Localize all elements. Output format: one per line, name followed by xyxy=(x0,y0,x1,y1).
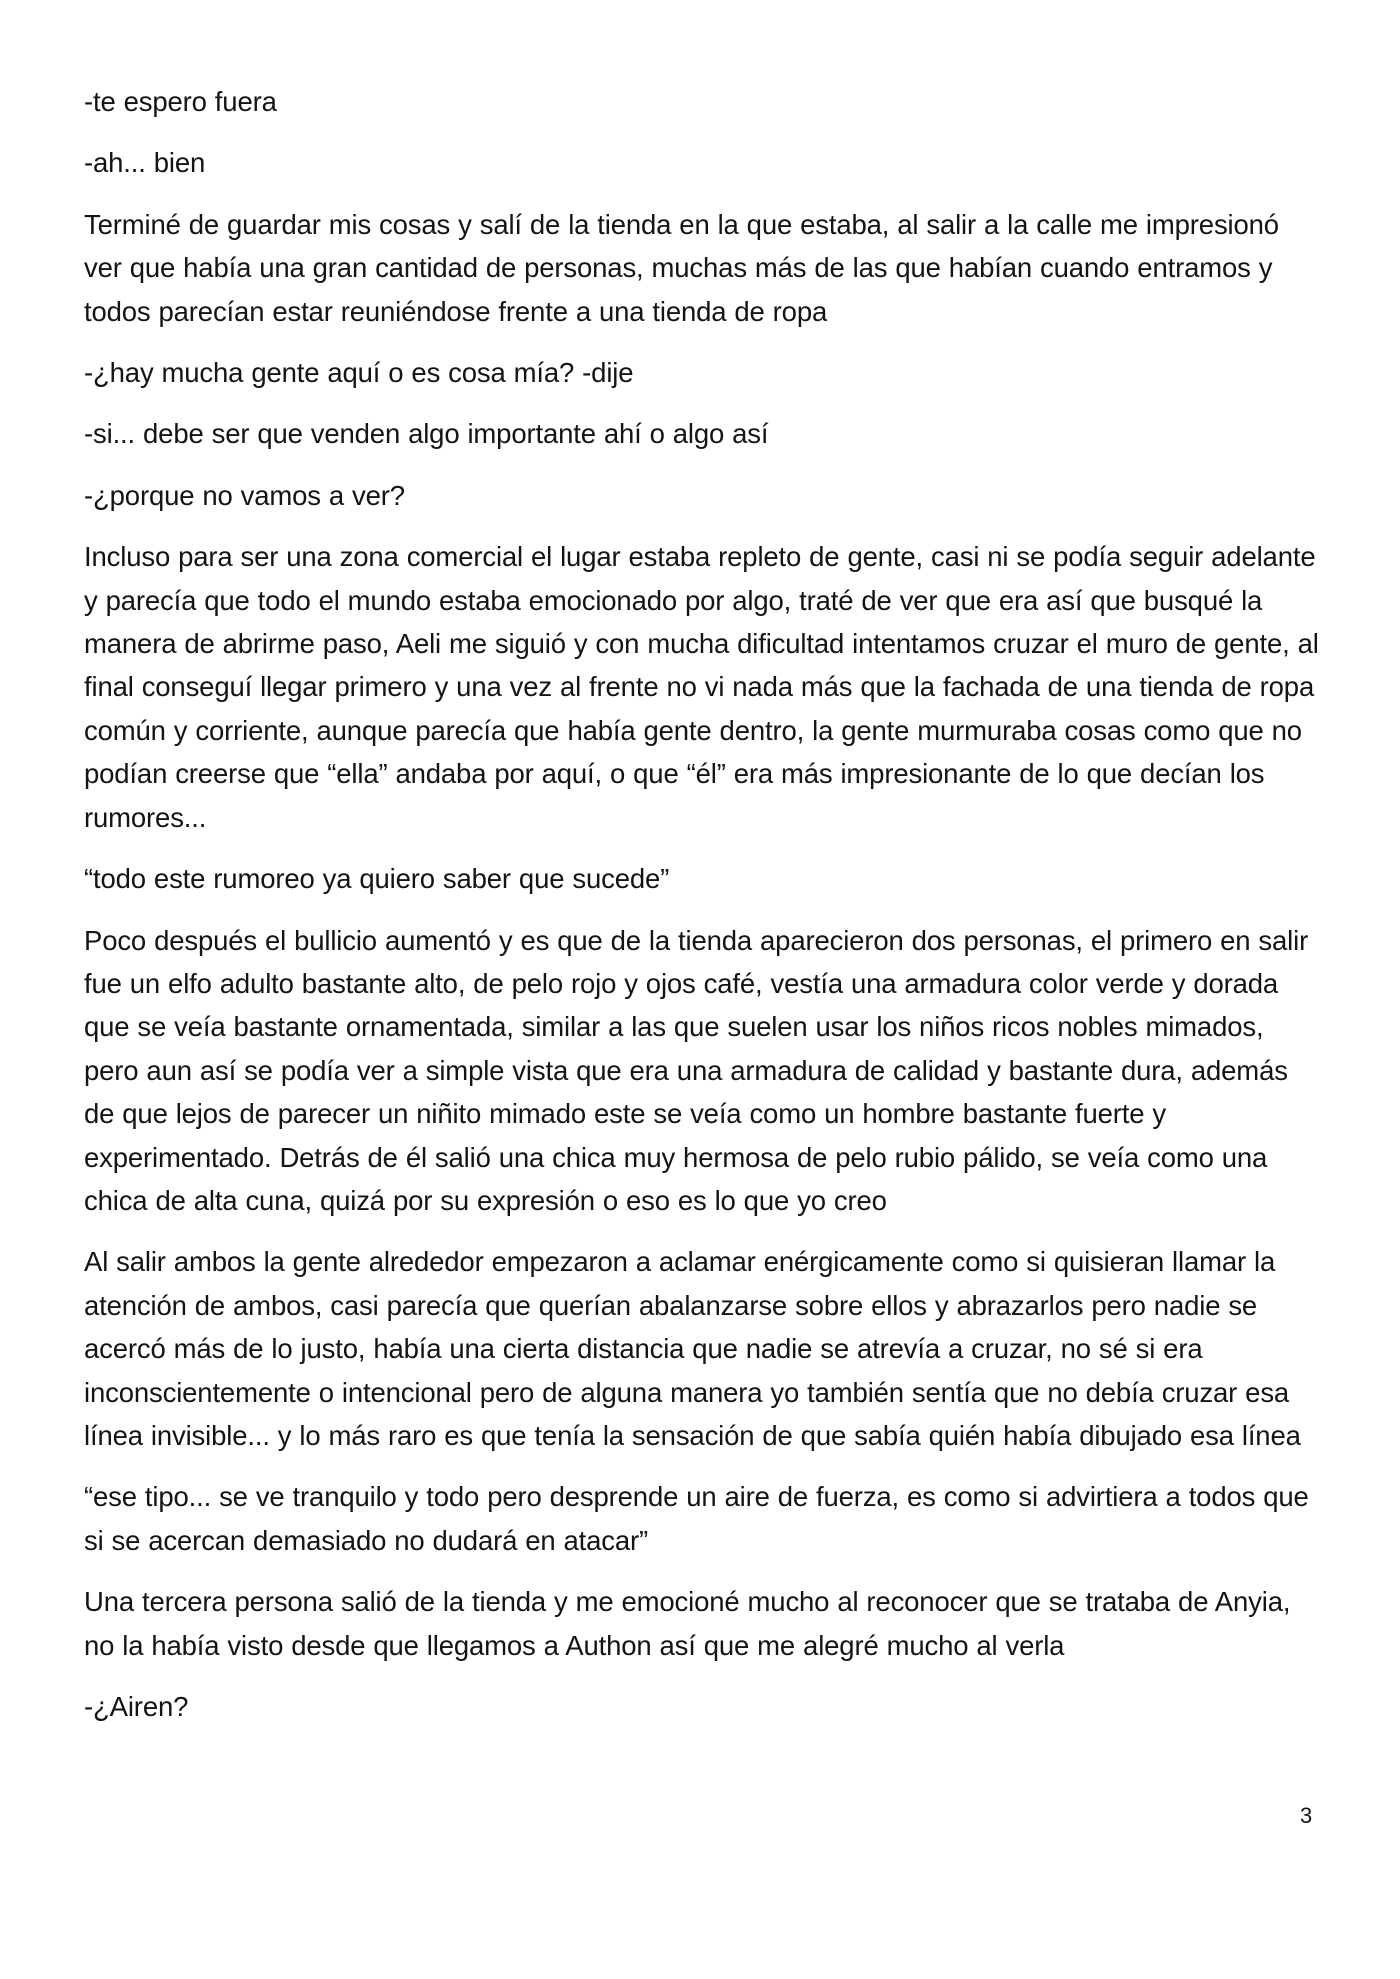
paragraph-dialogue: -ah... bien xyxy=(84,147,206,179)
paragraph-thought: “ese tipo... se ve tranquilo y todo pero desprende un aire de fuerza, es como si advirtiera a todos que si se acercan demasiado no dudará en atacar” xyxy=(84,1481,1309,1556)
paragraph-thought: “todo este rumoreo ya quiero saber que sucede” xyxy=(84,863,670,895)
paragraph-dialogue: -¿porque no vamos a ver? xyxy=(84,479,405,511)
document-body xyxy=(84,80,1324,1746)
paragraph-narration: Incluso para ser una zona comercial el lugar estaba repleto de gente, casi ni se podía seguir adelante y parecía que todo el mundo estaba emocionado por algo, traté de ver que era así que busqué la manera de abrirme paso, Aeli me siguió y con mucha dificultad intentamos cruzar el muro de gente, al final conseguí llegar primero y una vez al frente no vi nada más que la fachada de una tienda de ropa común y corriente, aunque parecía que había gente dentro, la gente murmuraba cosas como que no podían creerse que “ella” andaba por aquí, o que “él” era más impresionante de lo que decían los rumores... xyxy=(84,541,1319,833)
paragraph-narration: Una tercera persona salió de la tienda y me emocioné mucho al reconocer que se trataba de Anyia, no la había visto desde que llegamos a Authon así que me alegré mucho al verla xyxy=(84,1586,1291,1661)
paragraph-narration: Terminé de guardar mis cosas y salí de la tienda en la que estaba, al salir a la calle me impresionó ver que había una gran cantidad de personas, muchas más de las que habían cuando entramos y todos parecían estar reuniéndose frente a una tienda de ropa xyxy=(84,208,1279,327)
paragraph-dialogue: -¿Airen? xyxy=(84,1691,189,1722)
page-number: 3 xyxy=(1300,1803,1313,1828)
paragraph-dialogue: -¿hay mucha gente aquí o es cosa mía? -dije xyxy=(84,357,634,389)
paragraph-dialogue: -si... debe ser que venden algo importante ahí o algo así xyxy=(84,418,769,450)
paragraph-dialogue: -te espero fuera xyxy=(84,86,277,117)
paragraph-narration: Al salir ambos la gente alrededor empezaron a aclamar enérgicamente como si quisieran llamar la atención de ambos, casi parecía que querían abalanzarse sobre ellos y abrazarlos pero nadie se acercó más de lo justo, había una cierta distancia que nadie se atrevía a cruzar, no sé si era inconscientemente o intencional pero de alguna manera yo también sentía que no debía cruzar esa línea invisible... y lo más raro es que tenía la sensación de que sabía quién había dibujado esa línea xyxy=(84,1246,1301,1451)
paragraph-narration: Poco después el bullicio aumentó y es que de la tienda aparecieron dos personas, el primero en salir fue un elfo adulto bastante alto, de pelo rojo y ojos café, vestía una armadura color verde y dorada que se veía bastante ornamentada, similar a las que suelen usar los niños ricos nobles mimados, pero aun así se podía ver a simple vista que era una armadura de calidad y bastante dura, además de que lejos de parecer un niñito mimado este se veía como un hombre bastante fuerte y experimentado. Detrás de él salió una chica muy hermosa de pelo rubio pálido, se veía como una chica de alta cuna, quizá por su expresión o eso es lo que yo creo xyxy=(84,924,1309,1216)
